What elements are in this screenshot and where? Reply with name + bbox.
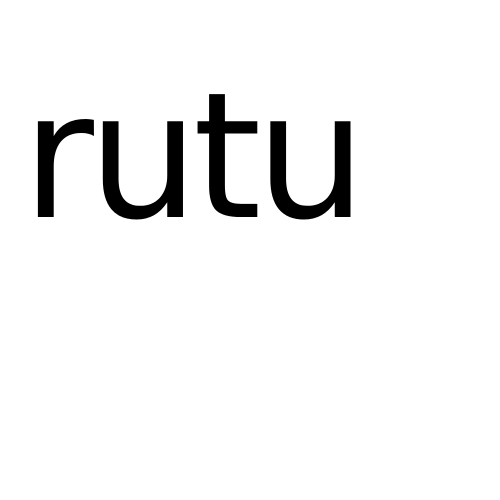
word-text: rutu <box>22 56 361 259</box>
